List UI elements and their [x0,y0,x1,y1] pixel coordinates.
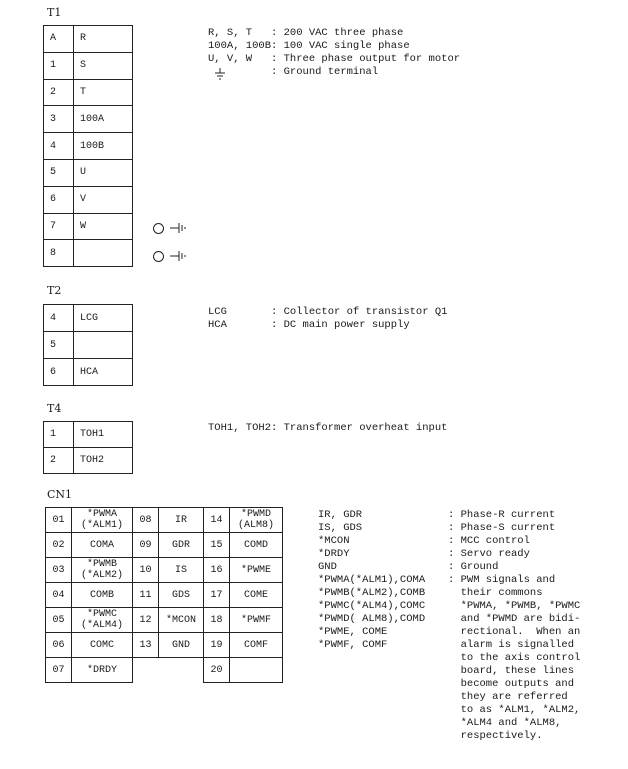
terminal-signal [74,240,133,267]
connector-pin: 05 [46,608,72,633]
description-line: LCG : Collector of transistor Q1 [208,306,448,318]
connector-signal [230,658,283,683]
description-line: become outputs and [448,678,575,690]
description-line: *MCON [318,535,350,547]
terminal-signal: T [74,79,133,106]
t2-terminal-table [43,304,133,386]
connector-pin [133,658,159,683]
description-line: : Ground terminal [208,66,379,78]
description-line: respectively. [448,730,543,742]
connector-pin: 16 [204,558,230,583]
connector-signal: COME [230,583,283,608]
description-line: *PWMC(*ALM4),COMC [318,600,426,612]
ground-symbol-icon [170,222,192,234]
t4-terminal-table [43,421,133,474]
connector-pin: 18 [204,608,230,633]
terminal-pin: 1 [44,422,74,448]
terminal-circle-icon [153,223,164,234]
connector-pin: 04 [46,583,72,608]
ground-symbol-icon [170,250,192,262]
terminal-signal: 100A [74,106,133,133]
description-line: : Ground [448,561,499,573]
connector-signal: *PWMD (ALM8) [230,508,283,533]
connector-signal: *PWMC (*ALM4) [72,608,133,633]
terminal-pin: 5 [44,159,74,186]
description-line: 100A, 100B: 100 VAC single phase [208,40,410,52]
terminal-ground-8 [153,250,192,262]
terminal-pin: 2 [44,79,74,106]
terminal-signal: LCG [74,305,133,332]
connector-signal: COMA [72,533,133,558]
terminal-row [44,106,133,133]
terminal-row [44,186,133,213]
terminal-row [44,26,133,53]
connector-pin: 08 [133,508,159,533]
t1-description [208,27,460,79]
terminal-signal: W [74,213,133,240]
connector-signal: COMB [72,583,133,608]
terminal-row [44,52,133,79]
terminal-pin: 4 [44,305,74,332]
description-line: *PWMB(*ALM2),COMB [318,587,426,599]
description-line: *PWME, COME [318,626,388,638]
connector-pin: 01 [46,508,72,533]
connector-signal: COMF [230,633,283,658]
connector-row [46,558,283,583]
description-line: *PWMA(*ALM1),COMA [318,574,426,586]
description-line: and *PWMD are bidi- [448,613,581,625]
description-line: they are referred [448,691,568,703]
terminal-pin: 2 [44,448,74,474]
terminal-row [44,133,133,160]
t1-terminal-table [43,25,133,267]
description-line: IS, GDS [318,522,363,534]
cn1-title: CN1 [47,488,73,501]
description-line: *PWMD( ALM8),COMD [318,613,426,625]
connector-pin: 09 [133,533,159,558]
connector-pin: 06 [46,633,72,658]
description-line: : MCC control [448,535,530,547]
terminal-row [44,332,133,359]
connector-signal: *PWMF [230,608,283,633]
terminal-pin: 4 [44,133,74,160]
description-line: *PWMA, *PWMB, *PWMC [448,600,581,612]
terminal-signal: HCA [74,359,133,386]
terminal-row [44,240,133,267]
description-line: *PWMF, COMF [318,639,388,651]
terminal-pin: 3 [44,106,74,133]
terminal-pin: 6 [44,359,74,386]
connector-pin: 02 [46,533,72,558]
description-line: TOH1, TOH2: Transformer overheat input [208,422,448,434]
connector-pin: 07 [46,658,72,683]
terminal-signal: S [74,52,133,79]
connector-row [46,608,283,633]
terminal-pin: 1 [44,52,74,79]
ground-icon [214,65,226,84]
connector-row [46,633,283,658]
description-line: to the axis control [448,652,581,664]
terminal-pin: 6 [44,186,74,213]
terminal-row [44,213,133,240]
connector-signal: GND [159,633,204,658]
connector-signal [159,658,204,683]
terminal-pin: 7 [44,213,74,240]
connector-pin: 15 [204,533,230,558]
t2-title: T2 [47,284,62,297]
t4-description [208,422,447,435]
connector-pin: 13 [133,633,159,658]
t1-title: T1 [47,6,62,19]
connector-pin: 14 [204,508,230,533]
cn1-connector-table [45,507,283,683]
connector-signal: GDS [159,583,204,608]
description-line: : PWM signals and [448,574,556,586]
connector-pin: 17 [204,583,230,608]
connector-signal: COMC [72,633,133,658]
connector-signal: *DRDY [72,658,133,683]
description-line: U, V, W : Three phase output for motor [208,53,461,65]
cn1-description-text [448,509,580,743]
terminal-signal: V [74,186,133,213]
connector-row [46,658,283,683]
description-line: R, S, T : 200 VAC three phase [208,27,404,39]
terminal-row [44,422,133,448]
connector-row [46,533,283,558]
connector-pin: 10 [133,558,159,583]
terminal-signal: U [74,159,133,186]
connector-row [46,583,283,608]
cn1-description-signals [318,509,425,652]
terminal-ground-7 [153,222,192,234]
terminal-pin: 8 [44,240,74,267]
description-line: GND [318,561,337,573]
connector-signal: IS [159,558,204,583]
description-line: their commons [448,587,543,599]
connector-signal: *PWMB (*ALM2) [72,558,133,583]
description-line: : Servo ready [448,548,530,560]
connector-row [46,508,283,533]
description-line: IR, GDR [318,509,363,521]
connector-pin: 03 [46,558,72,583]
description-line: to as *ALM1, *ALM2, [448,704,581,716]
connector-signal: *PWMA (*ALM1) [72,508,133,533]
connector-signal: GDR [159,533,204,558]
terminal-pin: 5 [44,332,74,359]
terminal-signal: R [74,26,133,53]
description-line: rectional. When an [448,626,581,638]
description-line: : Phase-R current [448,509,556,521]
connector-signal: COMD [230,533,283,558]
t2-description [208,306,447,332]
description-line: HCA : DC main power supply [208,319,410,331]
description-line: : Phase-S current [448,522,556,534]
connector-pin: 11 [133,583,159,608]
connector-pin: 19 [204,633,230,658]
terminal-row [44,305,133,332]
connector-pin: 20 [204,658,230,683]
terminal-pin: A [44,26,74,53]
connector-pin: 12 [133,608,159,633]
description-line: *DRDY [318,548,350,560]
terminal-signal [74,332,133,359]
terminal-row [44,448,133,474]
t4-title: T4 [47,402,62,415]
description-line: board, these lines [448,665,575,677]
description-line: *ALM4 and *ALM8, [448,717,562,729]
connector-signal: IR [159,508,204,533]
terminal-circle-icon [153,251,164,262]
terminal-signal: 100B [74,133,133,160]
terminal-signal: TOH2 [74,448,133,474]
connector-signal: *MCON [159,608,204,633]
terminal-row [44,159,133,186]
terminal-row [44,359,133,386]
description-line: alarm is signalled [448,639,575,651]
terminal-signal: TOH1 [74,422,133,448]
connector-signal: *PWME [230,558,283,583]
terminal-row [44,79,133,106]
